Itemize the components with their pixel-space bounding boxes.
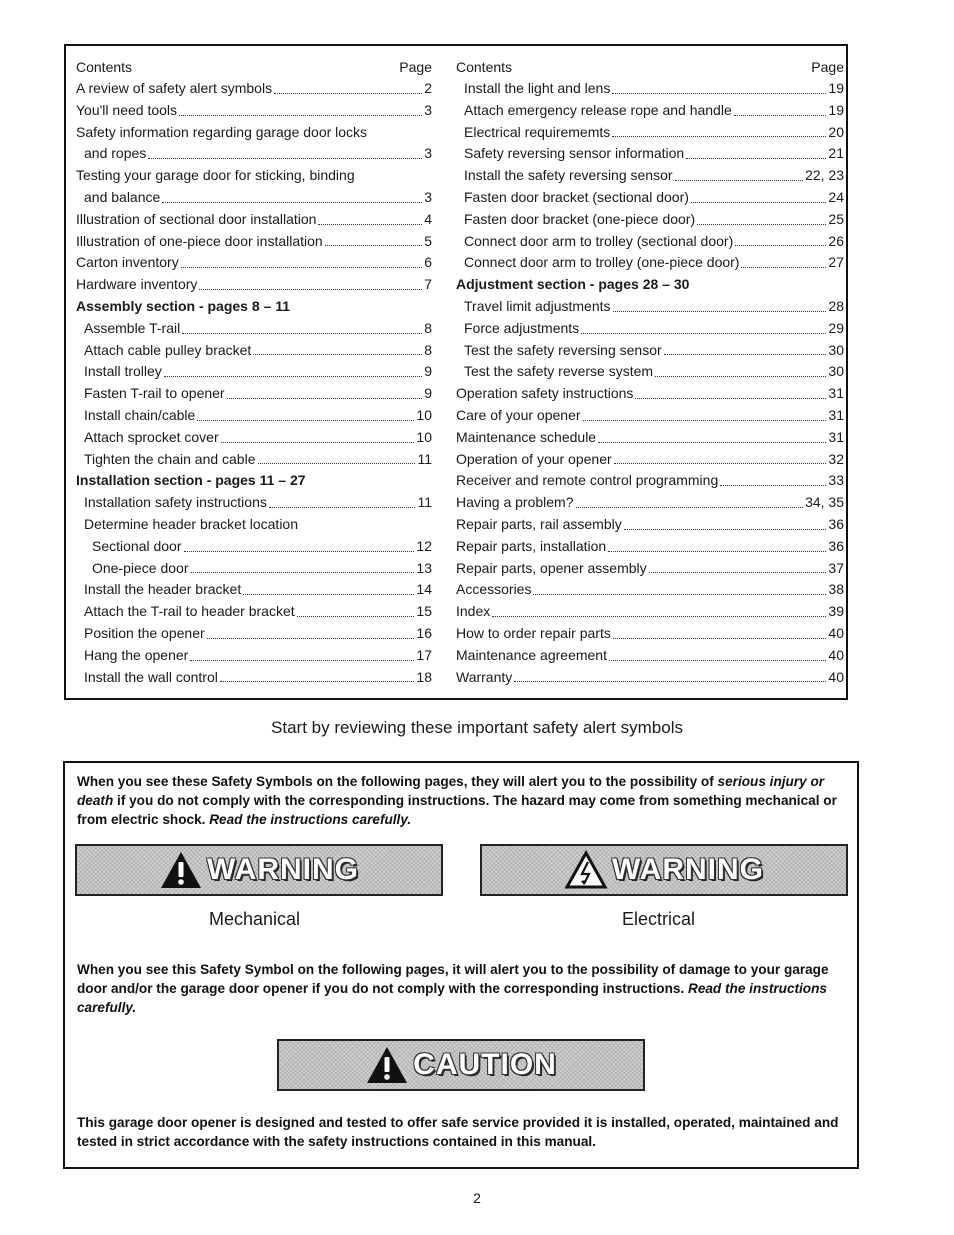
- toc-entry-title: Sectional door: [92, 537, 182, 554]
- toc-entry-title: Install the light and lens: [464, 80, 611, 96]
- dot-leader: [207, 638, 415, 639]
- toc-entry-page: 11: [417, 494, 432, 511]
- toc-entry-title: You'll need tools: [76, 101, 178, 118]
- toc-entry-title: Install trolley: [84, 363, 162, 380]
- toc-entry: [456, 165, 844, 187]
- toc-entry-page: 11: [417, 450, 432, 467]
- toc-entry-title: Having a problem?: [456, 494, 574, 511]
- toc-entry-title: Attach the T-rail to header bracket: [84, 603, 295, 620]
- dot-leader: [608, 551, 826, 552]
- toc-entry-page: 25: [828, 210, 844, 227]
- dot-leader: [269, 507, 416, 508]
- toc-entry-page: 31: [828, 385, 844, 402]
- toc-entry: [456, 296, 844, 318]
- dot-leader: [613, 311, 827, 312]
- dot-leader: [181, 267, 422, 268]
- toc-entry-page: 18: [416, 668, 432, 685]
- toc-entry-title: Connect door arm to trolley (sectional door): [464, 232, 734, 249]
- dot-leader: [190, 660, 414, 661]
- toc-entry-page: 3: [424, 101, 432, 118]
- toc-entry: [456, 122, 844, 144]
- warning-mechanical-banner: [75, 844, 443, 896]
- dot-leader: [533, 594, 826, 595]
- toc-entry: [456, 579, 844, 601]
- contents-heading: Contents: [76, 59, 133, 75]
- toc-entry-title: Force adjustments: [464, 319, 580, 336]
- toc-entry: [76, 405, 432, 427]
- toc-entry: [76, 143, 432, 165]
- toc-entry-page: 10: [416, 428, 432, 445]
- toc-entry: [76, 558, 432, 580]
- electric-shock-triangle-icon: [564, 850, 608, 890]
- dot-leader: [598, 442, 826, 443]
- toc-entry: [456, 340, 844, 362]
- toc-entry-page: 34, 35: [805, 494, 844, 511]
- toc-entry-page: 6: [424, 254, 432, 271]
- toc-entry-page: 20: [828, 123, 844, 140]
- toc-entry: [76, 492, 432, 514]
- toc-right-entries: [456, 78, 844, 688]
- toc-entry-page: 32: [828, 450, 844, 467]
- toc-entry-page: 19: [828, 80, 844, 96]
- toc-entry-page: 19: [828, 101, 844, 118]
- safety-intro-paragraph: [77, 772, 847, 829]
- dot-leader: [162, 202, 422, 203]
- dot-leader: [297, 616, 415, 617]
- dot-leader: [734, 115, 827, 116]
- toc-entry-page: 33: [828, 472, 844, 489]
- warning-label: WARNING: [612, 853, 764, 886]
- toc-entry-title: Attach emergency release rope and handle: [464, 101, 732, 118]
- dot-leader: [612, 93, 826, 94]
- electrical-label: Electrical: [622, 909, 696, 929]
- toc-entry-title: Safety reversing sensor information: [464, 145, 685, 162]
- toc-entry-title: Fasten door bracket (one-piece door): [464, 210, 696, 227]
- dot-leader: [243, 594, 414, 595]
- toc-entry-title: Install the safety reversing sensor: [464, 167, 673, 184]
- dot-leader: [182, 333, 422, 334]
- caution-label: CAUTION: [413, 1048, 557, 1081]
- toc-entry-page: 8: [424, 341, 432, 358]
- toc-entry-page: 31: [828, 406, 844, 423]
- toc-section-heading: Installation section - pages 11 – 27: [76, 472, 306, 489]
- toc-entry-title: Connect door arm to trolley (one-piece door): [464, 254, 740, 271]
- dot-leader: [253, 354, 422, 355]
- caution-banner: [277, 1039, 645, 1091]
- serious-injury-emphasis: serious injury or death: [77, 774, 825, 808]
- safety-symbols-box: [63, 761, 859, 1169]
- toc-entry-title: Operation of your opener: [456, 450, 612, 467]
- dot-leader: [624, 529, 827, 530]
- toc-entry: [76, 383, 432, 405]
- mechanical-label: Mechanical: [209, 909, 301, 929]
- toc-entry-page: 28: [828, 297, 844, 314]
- toc-entry-page: 40: [828, 624, 844, 641]
- toc-entry-page: 29: [828, 319, 844, 336]
- closing-paragraph: This garage door opener is designed and tested to offer safe service provided it is installed, operated, maintained and tested in strict accordance with the safety instructions contained in this manual.: [77, 1115, 839, 1149]
- dot-leader: [612, 136, 826, 137]
- page-number: 2: [473, 1190, 481, 1206]
- toc-entry-page: 36: [828, 537, 844, 554]
- toc-entry-title: Carton inventory: [76, 254, 179, 271]
- toc-entry: [456, 209, 844, 231]
- toc-entry: [456, 645, 844, 667]
- toc-entry-page: 27: [828, 254, 844, 271]
- toc-entry: Determine header bracket location: [84, 515, 299, 532]
- toc-entry-title: A review of safety alert symbols: [76, 80, 273, 96]
- toc-entry: [76, 100, 432, 122]
- dot-leader: [184, 551, 415, 552]
- warning-triangle-icon: [159, 850, 203, 890]
- dot-leader: [664, 354, 827, 355]
- warning-label: WARNING: [207, 853, 359, 886]
- toc-entry-title: Assemble T-rail: [84, 319, 181, 336]
- dot-leader: [318, 224, 422, 225]
- toc-entry: [76, 209, 432, 231]
- toc-entry-page: 37: [828, 559, 844, 576]
- toc-entry: [456, 667, 844, 689]
- toc-entry: [456, 623, 844, 645]
- toc-entry-title: Test the safety reversing sensor: [464, 341, 662, 358]
- toc-entry-page: 38: [828, 581, 844, 598]
- toc-entry: [76, 78, 432, 100]
- toc-entry-page: 8: [424, 319, 432, 336]
- toc-entry: [456, 252, 844, 274]
- toc-entry-page: 24: [828, 188, 844, 205]
- dot-leader: [613, 638, 827, 639]
- toc-left-entries: [76, 78, 432, 688]
- dot-leader: [227, 398, 423, 399]
- toc-entry: [456, 361, 844, 383]
- toc-entry-title: Hardware inventory: [76, 276, 198, 293]
- toc-entry: [76, 318, 432, 340]
- dot-leader: [583, 420, 827, 421]
- toc-entry: [456, 383, 844, 405]
- toc-entry-title: Repair parts, opener assembly: [456, 559, 647, 576]
- toc-entry-page: 36: [828, 515, 844, 532]
- dot-leader: [197, 420, 414, 421]
- warning-electrical-banner: [480, 844, 848, 896]
- toc-entry-title: Fasten door bracket (sectional door): [464, 188, 689, 205]
- dot-leader: [735, 245, 826, 246]
- toc-entry: [76, 187, 432, 209]
- toc-entry: [456, 100, 844, 122]
- toc-entry: [76, 361, 432, 383]
- dot-leader: [492, 616, 826, 617]
- toc-entry: [456, 558, 844, 580]
- toc-entry-title: Operation safety instructions: [456, 385, 634, 402]
- toc-entry-page: 4: [424, 210, 432, 227]
- toc-entry: [76, 252, 432, 274]
- dot-leader: [148, 158, 422, 159]
- page-heading: Page: [811, 59, 844, 75]
- toc-entry-title: Test the safety reverse system: [464, 363, 654, 380]
- dot-leader: [655, 376, 826, 377]
- toc-entry: Testing your garage door for sticking, binding: [76, 167, 355, 184]
- toc-entry-title: Warranty: [456, 668, 513, 685]
- toc-entry-page: 30: [828, 363, 844, 380]
- dot-leader: [691, 202, 827, 203]
- toc-entry: [456, 470, 844, 492]
- toc-entry-title: Fasten T-rail to opener: [84, 385, 225, 402]
- dot-leader: [609, 660, 826, 661]
- toc-entry-page: 10: [416, 406, 432, 423]
- toc-entry-page: 22, 23: [805, 167, 844, 184]
- toc-entry: [76, 579, 432, 601]
- toc-entry: [76, 536, 432, 558]
- toc-entry-title: Electrical requirememts: [464, 123, 611, 140]
- toc-entry-page: 40: [828, 646, 844, 663]
- toc-entry-title: Travel limit adjustments: [464, 297, 611, 314]
- toc-entry-title: Position the opener: [84, 624, 205, 641]
- toc-entry-page: 16: [416, 624, 432, 641]
- toc-entry: [456, 143, 844, 165]
- toc-entry-title: Repair parts, rail assembly: [456, 515, 622, 532]
- toc-entry-title: and balance: [84, 188, 161, 205]
- toc-entry-page: 15: [416, 603, 432, 620]
- toc-entry-page: 26: [828, 232, 844, 249]
- toc-entry-page: 14: [416, 581, 432, 598]
- toc-entry: [76, 645, 432, 667]
- toc-entry-title: and ropes: [84, 145, 147, 162]
- toc-entry-title: Maintenance schedule: [456, 428, 597, 445]
- toc-entry-page: 9: [424, 363, 432, 380]
- read-instructions-emphasis: Read the instructions carefully.: [209, 812, 412, 827]
- dot-leader: [741, 267, 826, 268]
- toc-entry-title: Receiver and remote control programming: [456, 472, 719, 489]
- toc-entry: [76, 601, 432, 623]
- dot-leader: [614, 463, 827, 464]
- toc-entry: [456, 78, 844, 100]
- toc-entry: [456, 601, 844, 623]
- toc-entry-page: 9: [424, 385, 432, 402]
- toc-entry-title: Installation safety instructions: [84, 494, 267, 511]
- toc-entry-title: Maintenance agreement: [456, 646, 607, 663]
- toc-entry-title: Attach cable pulley bracket: [84, 341, 252, 358]
- dot-leader: [675, 180, 804, 181]
- toc-entry: [76, 667, 432, 689]
- toc-entry-page: 2: [424, 80, 432, 96]
- safety-intro-text-b: if you do not comply with the corresponding instructions. The hazard may come from something mechanical or from electric shock.: [77, 793, 837, 827]
- toc-entry-title: Illustration of sectional door installation: [76, 210, 317, 227]
- dot-leader: [274, 93, 422, 94]
- toc-entry: [456, 427, 844, 449]
- dot-leader: [581, 333, 826, 334]
- table-of-contents: [64, 44, 848, 700]
- toc-section-heading: Adjustment section - pages 28 – 30: [456, 276, 690, 293]
- toc-entry-page: 40: [828, 668, 844, 685]
- toc-entry: [456, 514, 844, 536]
- dot-leader: [179, 115, 422, 116]
- toc-entry-title: Repair parts, installation: [456, 537, 607, 554]
- toc-entry-page: 30: [828, 341, 844, 358]
- toc-entry-title: Install chain/cable: [84, 406, 196, 423]
- caution-triangle-icon: [365, 1045, 409, 1085]
- page-heading: Page: [399, 59, 432, 75]
- toc-entry: [456, 231, 844, 253]
- toc-entry: [456, 536, 844, 558]
- toc-entry-title: Illustration of one-piece door installation: [76, 232, 323, 249]
- toc-entry: [76, 427, 432, 449]
- toc-entry: [76, 340, 432, 362]
- toc-right-column: [456, 56, 844, 688]
- dot-leader: [220, 681, 415, 682]
- toc-entry: [456, 318, 844, 340]
- dot-leader: [164, 376, 422, 377]
- dot-leader: [221, 442, 415, 443]
- toc-entry: [456, 449, 844, 471]
- toc-entry: [456, 492, 844, 514]
- toc-entry-title: One-piece door: [92, 559, 189, 576]
- toc-section-heading: Assembly section - pages 8 – 11: [76, 297, 290, 314]
- toc-entry-page: 12: [416, 537, 432, 554]
- toc-entry-page: 31: [828, 428, 844, 445]
- toc-entry-page: 17: [416, 646, 432, 663]
- toc-entry-title: Tighten the chain and cable: [84, 450, 256, 467]
- toc-entry-title: How to order repair parts: [456, 624, 611, 641]
- dot-leader: [514, 681, 826, 682]
- toc-left-header: [76, 56, 432, 78]
- read-instructions-emphasis: Read the instructions carefully.: [77, 981, 827, 1015]
- toc-entry-title: Attach sprocket cover: [84, 428, 219, 445]
- toc-entry: [76, 449, 432, 471]
- toc-entry: Safety information regarding garage door locks: [76, 123, 368, 140]
- toc-right-header: [456, 56, 844, 78]
- toc-entry-title: Install the header bracket: [84, 581, 242, 598]
- toc-left-column: [76, 56, 432, 688]
- safety-intro-text-a: When you see these Safety Symbols on the following pages, they will alert you to the possibility of: [77, 774, 714, 789]
- toc-entry-page: 7: [424, 276, 432, 293]
- toc-entry-title: Hang the opener: [84, 646, 189, 663]
- toc-entry-title: Install the wall control: [84, 668, 218, 685]
- toc-entry: [76, 623, 432, 645]
- caution-intro-text: When you see this Safety Symbol on the following pages, it will alert you to the possibility of damage to your garage door and/or the garage door opener if you do not comply with the corresponding instructions.: [77, 962, 829, 996]
- toc-entry-page: 39: [828, 603, 844, 620]
- toc-entry: [76, 274, 432, 296]
- toc-entry-page: 5: [424, 232, 432, 249]
- toc-entry-title: Index: [456, 603, 491, 620]
- caution-intro-paragraph: [77, 960, 847, 1017]
- dot-leader: [199, 289, 422, 290]
- toc-entry-page: 3: [424, 188, 432, 205]
- contents-heading: Contents: [456, 59, 513, 75]
- toc-entry: [456, 187, 844, 209]
- toc-entry: [76, 231, 432, 253]
- dot-leader: [697, 224, 826, 225]
- toc-entry-title: Accessories: [456, 581, 532, 598]
- dot-leader: [720, 485, 826, 486]
- dot-leader: [576, 507, 804, 508]
- dot-leader: [258, 463, 416, 464]
- safety-symbols-heading: Start by reviewing these important safety alert symbols: [271, 718, 683, 737]
- dot-leader: [686, 158, 826, 159]
- toc-entry: [456, 405, 844, 427]
- toc-entry-page: 21: [828, 145, 844, 162]
- dot-leader: [191, 572, 415, 573]
- toc-entry-page: 13: [416, 559, 432, 576]
- toc-entry-page: 3: [424, 145, 432, 162]
- dot-leader: [635, 398, 826, 399]
- toc-entry-title: Care of your opener: [456, 406, 581, 423]
- dot-leader: [649, 572, 827, 573]
- dot-leader: [325, 245, 423, 246]
